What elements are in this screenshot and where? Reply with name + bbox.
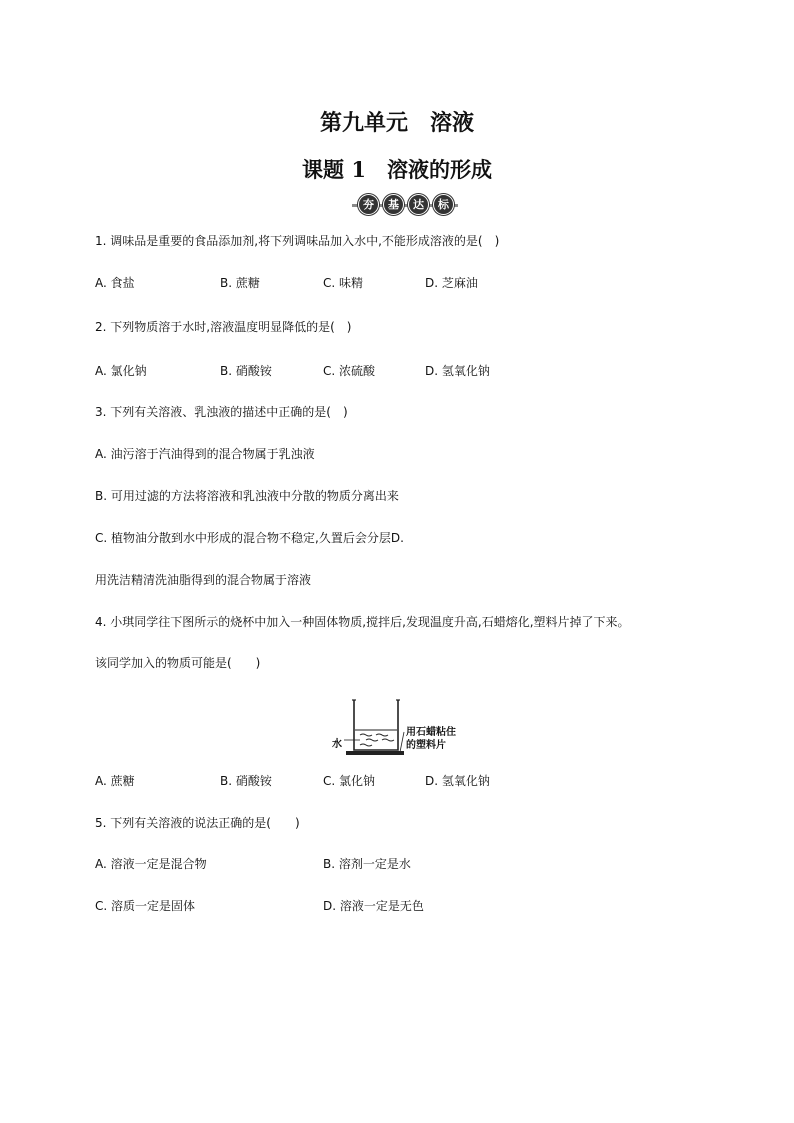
figure-label-plate-2: 的塑料片 <box>406 740 446 751</box>
q5-option-d: D. 溶液一定是无色 <box>323 899 424 913</box>
q1-option-d: D. 芝麻油 <box>425 276 478 290</box>
q3-option-d: 用洗洁精清洗油脂得到的混合物属于溶液 <box>95 573 312 587</box>
q2-option-c: C. 浓硫酸 <box>323 364 376 378</box>
badge-char-1: 夯 <box>358 194 379 215</box>
q2-option-b: B. 硝酸铵 <box>220 364 272 378</box>
q2-stem: 2. 下列物质溶于水时,溶液温度明显降低的是( ) <box>95 320 352 334</box>
beaker-figure <box>330 696 470 764</box>
badge-char-2: 基 <box>383 194 404 215</box>
q2-option-a: A. 氯化钠 <box>95 364 147 378</box>
q1-option-b: B. 蔗糖 <box>220 276 260 290</box>
q5-stem: 5. 下列有关溶液的说法正确的是( ) <box>95 816 300 830</box>
q3-option-a: A. 油污溶于汽油得到的混合物属于乳浊液 <box>95 447 315 461</box>
unit-title: 第九单元 溶液 <box>319 110 474 136</box>
section-badge <box>352 194 458 212</box>
badge-char-3: 达 <box>408 194 429 215</box>
q4-stem-2: 该同学加入的物质可能是( ) <box>95 656 261 670</box>
figure-label-plate-1: 用石蜡粘住 <box>406 727 456 738</box>
q4-option-b: B. 硝酸铵 <box>220 774 272 788</box>
q3-stem: 3. 下列有关溶液、乳浊液的描述中正确的是( ) <box>95 405 348 419</box>
q5-option-c: C. 溶质一定是固体 <box>95 899 196 913</box>
q2-option-d: D. 氢氧化钠 <box>425 364 490 378</box>
q3-option-b: B. 可用过滤的方法将溶液和乳浊液中分散的物质分离出来 <box>95 489 399 503</box>
q4-option-d: D. 氢氧化钠 <box>425 774 490 788</box>
q5-option-b: B. 溶剂一定是水 <box>323 857 411 871</box>
q1-option-c: C. 味精 <box>323 276 364 290</box>
q4-option-c: C. 氯化钠 <box>323 774 376 788</box>
figure-label-water: 水 <box>332 739 342 750</box>
q4-stem: 4. 小琪同学往下图所示的烧杯中加入一种固体物质,搅拌后,发现温度升高,石蜡熔化,塑料片掉了下来。 <box>95 615 630 629</box>
q3-option-c: C. 植物油分散到水中形成的混合物不稳定,久置后会分层D. <box>95 531 404 545</box>
lesson-title: 课题 1 溶液的形成 <box>302 157 492 182</box>
badge-char-4: 标 <box>433 194 454 215</box>
q1-stem: 1. 调味品是重要的食品添加剂,将下列调味品加入水中,不能形成溶液的是( ) <box>95 234 500 248</box>
q1-option-a: A. 食盐 <box>95 276 135 290</box>
q5-option-a: A. 溶液一定是混合物 <box>95 857 207 871</box>
q4-option-a: A. 蔗糖 <box>95 774 135 788</box>
